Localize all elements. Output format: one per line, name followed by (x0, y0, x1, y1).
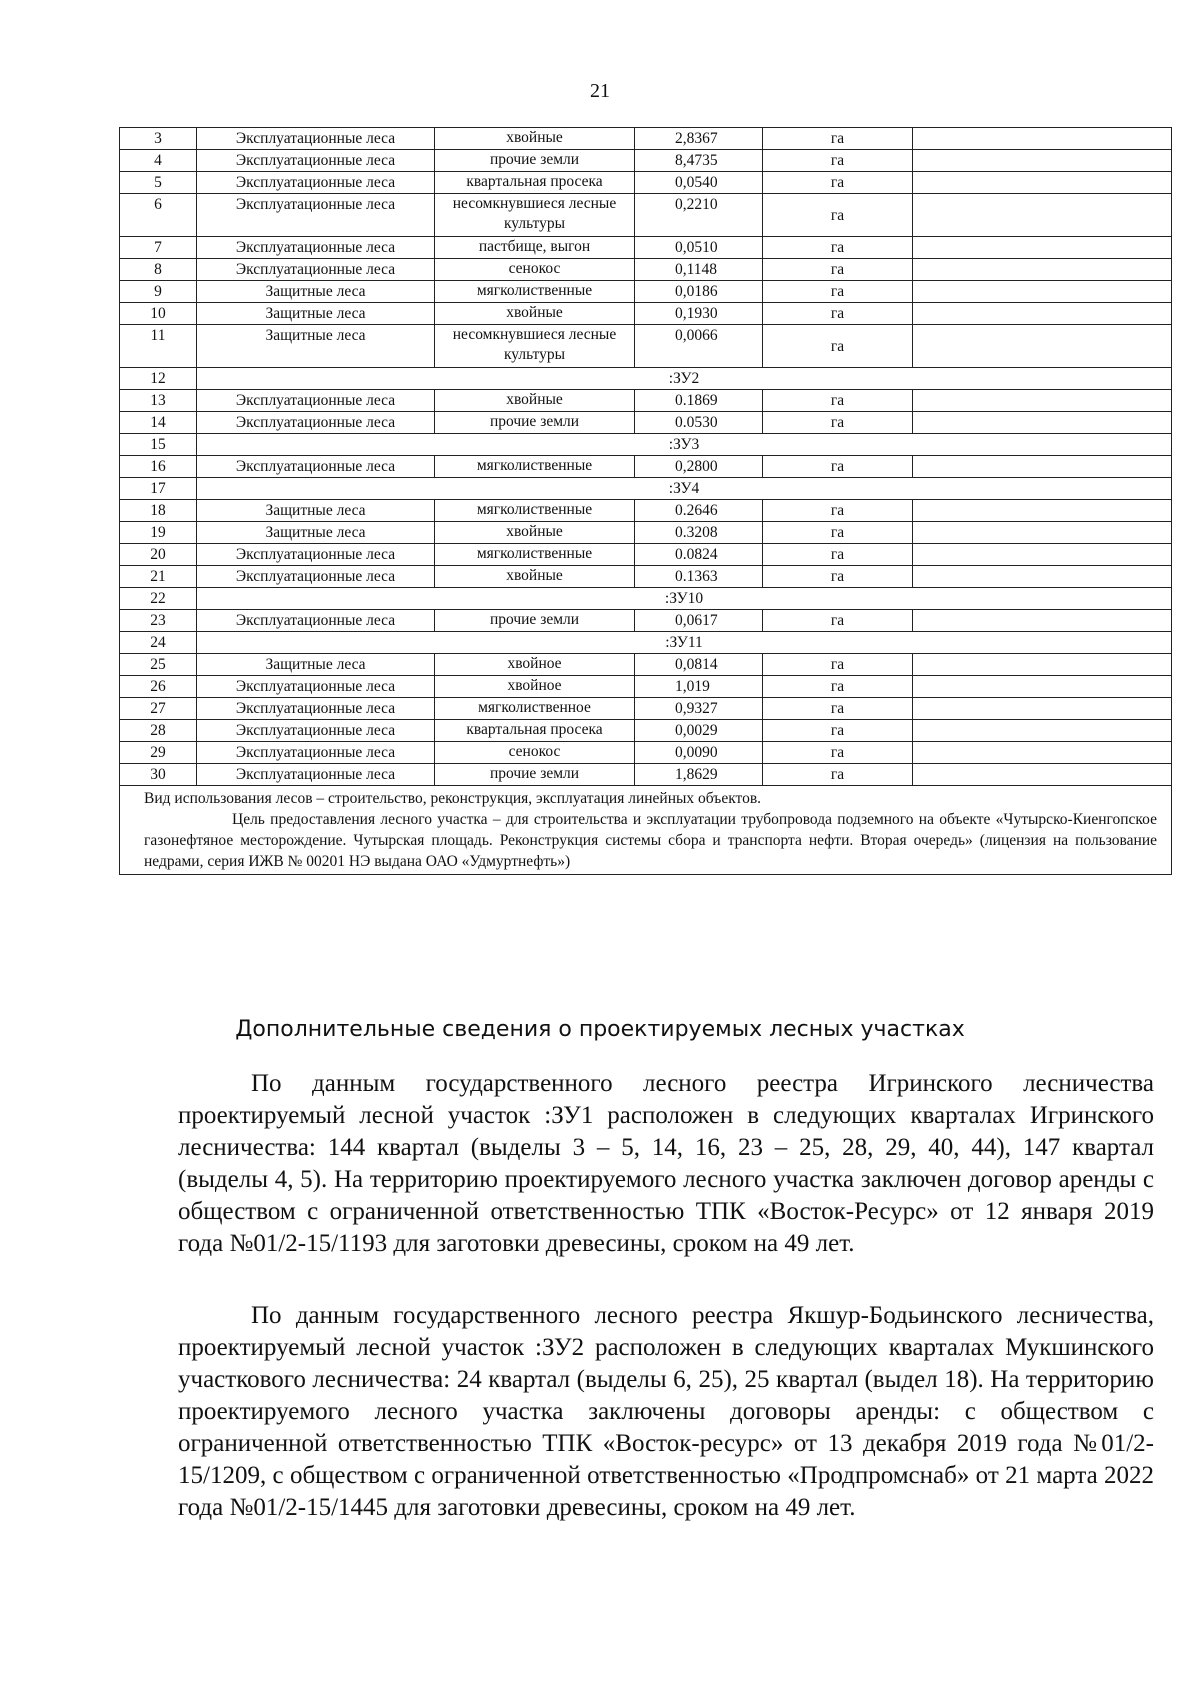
row-number: 16 (120, 456, 197, 478)
area-value: 0,0029 (635, 720, 763, 742)
area-unit: га (763, 150, 913, 172)
area-value: 0,9327 (635, 698, 763, 720)
row-number: 26 (120, 676, 197, 698)
forest-category: Защитные леса (197, 522, 435, 544)
table-row (120, 390, 1172, 412)
table-row (120, 588, 1172, 610)
forest-category: Эксплуатационные леса (197, 610, 435, 632)
table-note (120, 786, 1172, 875)
table-row (120, 654, 1172, 676)
area-unit: га (763, 566, 913, 588)
table-row (120, 698, 1172, 720)
forest-category: Защитные леса (197, 303, 435, 325)
table-row (120, 194, 1172, 237)
row-number: 8 (120, 259, 197, 281)
land-type: прочие земли (435, 412, 635, 434)
table-row (120, 237, 1172, 259)
empty-cell (913, 566, 1172, 588)
land-type: квартальная просека (435, 172, 635, 194)
table-row (120, 368, 1172, 390)
forest-category: Эксплуатационные леса (197, 194, 435, 237)
forest-category: Эксплуатационные леса (197, 172, 435, 194)
page-number: 21 (590, 80, 610, 102)
forest-category: Эксплуатационные леса (197, 412, 435, 434)
row-number: 28 (120, 720, 197, 742)
forest-plot-table (119, 127, 1172, 875)
empty-cell (913, 764, 1172, 786)
area-unit: га (763, 764, 913, 786)
empty-cell (913, 654, 1172, 676)
forest-category: Защитные леса (197, 654, 435, 676)
land-type: хвойные (435, 128, 635, 150)
empty-cell (913, 522, 1172, 544)
note-usage: Вид использования лесов – строительство, реконструкция, эксплуатация линейных объектов. (144, 790, 762, 807)
row-number: 14 (120, 412, 197, 434)
area-unit: га (763, 303, 913, 325)
area-unit: га (763, 456, 913, 478)
forest-category: Эксплуатационные леса (197, 566, 435, 588)
table-row (120, 500, 1172, 522)
area-unit: га (763, 172, 913, 194)
zone-label: :ЗУ3 (197, 434, 1172, 456)
area-unit: га (763, 259, 913, 281)
empty-cell (913, 390, 1172, 412)
row-number: 10 (120, 303, 197, 325)
row-number: 20 (120, 544, 197, 566)
table-row (120, 544, 1172, 566)
land-type: квартальная просека (435, 720, 635, 742)
area-unit: га (763, 654, 913, 676)
empty-cell (913, 281, 1172, 303)
area-unit: га (763, 698, 913, 720)
zone-label: :ЗУ4 (197, 478, 1172, 500)
row-number: 18 (120, 500, 197, 522)
empty-cell (913, 237, 1172, 259)
land-type: мягколиственные (435, 500, 635, 522)
empty-cell (913, 676, 1172, 698)
area-unit: га (763, 500, 913, 522)
area-value: 0,0510 (635, 237, 763, 259)
empty-cell (913, 259, 1172, 281)
table-row (120, 434, 1172, 456)
table-row (120, 456, 1172, 478)
area-unit: га (763, 544, 913, 566)
row-number: 23 (120, 610, 197, 632)
forest-category: Эксплуатационные леса (197, 128, 435, 150)
area-value: 0,0186 (635, 281, 763, 303)
table-row (120, 128, 1172, 150)
empty-cell (913, 303, 1172, 325)
land-type: хвойное (435, 654, 635, 676)
area-unit: га (763, 237, 913, 259)
row-number: 19 (120, 522, 197, 544)
forest-category: Эксплуатационные леса (197, 764, 435, 786)
area-unit: га (763, 720, 913, 742)
area-unit: га (763, 412, 913, 434)
area-unit: га (763, 610, 913, 632)
table-row (120, 325, 1172, 368)
area-value: 1,019 (635, 676, 763, 698)
table-row (120, 522, 1172, 544)
area-unit: га (763, 742, 913, 764)
land-type: мягколиственные (435, 281, 635, 303)
row-number: 25 (120, 654, 197, 676)
row-number: 9 (120, 281, 197, 303)
forest-category: Эксплуатационные леса (197, 720, 435, 742)
row-number: 17 (120, 478, 197, 500)
table-row (120, 566, 1172, 588)
empty-cell (913, 128, 1172, 150)
empty-cell (913, 194, 1172, 237)
land-type: прочие земли (435, 610, 635, 632)
empty-cell (913, 172, 1172, 194)
land-type: сенокос (435, 742, 635, 764)
empty-cell (913, 412, 1172, 434)
land-type: прочие земли (435, 150, 635, 172)
forest-category: Эксплуатационные леса (197, 742, 435, 764)
land-type: мягколиственные (435, 544, 635, 566)
area-unit: га (763, 390, 913, 412)
land-type: несомкнувшиеся лесные культуры (435, 194, 635, 237)
land-type: пастбище, выгон (435, 237, 635, 259)
forest-plot-table-body (120, 128, 1172, 786)
table-row (120, 281, 1172, 303)
area-value: 0,0066 (635, 325, 763, 368)
area-value: 0,2210 (635, 194, 763, 237)
empty-cell (913, 698, 1172, 720)
empty-cell (913, 500, 1172, 522)
zone-label: :ЗУ10 (197, 588, 1172, 610)
area-value: 1,8629 (635, 764, 763, 786)
row-number: 3 (120, 128, 197, 150)
row-number: 22 (120, 588, 197, 610)
forest-category: Эксплуатационные леса (197, 237, 435, 259)
table-row (120, 720, 1172, 742)
row-number: 7 (120, 237, 197, 259)
table-row (120, 412, 1172, 434)
area-unit: га (763, 281, 913, 303)
forest-plot-table-container (119, 127, 1171, 875)
empty-cell (913, 544, 1172, 566)
empty-cell (913, 456, 1172, 478)
forest-category: Эксплуатационные леса (197, 259, 435, 281)
table-row (120, 478, 1172, 500)
area-unit: га (763, 522, 913, 544)
land-type: сенокос (435, 259, 635, 281)
forest-category: Эксплуатационные леса (197, 456, 435, 478)
area-unit: га (763, 325, 913, 368)
area-value: 0,0814 (635, 654, 763, 676)
empty-cell (913, 742, 1172, 764)
land-type: хвойные (435, 303, 635, 325)
land-type: хвойное (435, 676, 635, 698)
zone-label: :ЗУ11 (197, 632, 1172, 654)
area-value: 0,1930 (635, 303, 763, 325)
row-number: 24 (120, 632, 197, 654)
row-number: 21 (120, 566, 197, 588)
row-number: 29 (120, 742, 197, 764)
land-type: хвойные (435, 566, 635, 588)
table-row (120, 764, 1172, 786)
table-row (120, 632, 1172, 654)
row-number: 27 (120, 698, 197, 720)
area-unit: га (763, 194, 913, 237)
land-type: прочие земли (435, 764, 635, 786)
area-value: 2,8367 (635, 128, 763, 150)
forest-category: Эксплуатационные леса (197, 698, 435, 720)
area-value: 0,1148 (635, 259, 763, 281)
area-value: 0.2646 (635, 500, 763, 522)
land-type: мягколиственное (435, 698, 635, 720)
area-value: 0.0824 (635, 544, 763, 566)
forest-category: Защитные леса (197, 325, 435, 368)
empty-cell (913, 150, 1172, 172)
row-number: 5 (120, 172, 197, 194)
area-value: 0,0540 (635, 172, 763, 194)
area-value: 8,4735 (635, 150, 763, 172)
row-number: 12 (120, 368, 197, 390)
area-value: 0,2800 (635, 456, 763, 478)
forest-category: Эксплуатационные леса (197, 390, 435, 412)
land-type: мягколиственные (435, 456, 635, 478)
note-purpose: Цель предоставления лесного участка – для строительства и эксплуатации трубопровода подземного на объекте «Чутырско-Киенгопское газонефтяное месторождение. Чутырская площадь. Реконструкция системы сбора и транспорта нефти. Вторая очередь» (лицензия на пользование недрами, серия ИЖВ № 00201 НЭ выдана ОАО «Удмуртнефть») (144, 811, 1157, 870)
row-number: 15 (120, 434, 197, 456)
area-value: 0.1869 (635, 390, 763, 412)
paragraph-yakshur-bodya: По данным государственного лесного реестра Якшур-Бодьинского лесничества, проектируемый лесной участок :ЗУ2 расположен в следующих кварталах Мукшинского участкового лесничества: 24 квартал (выделы 6, 25), 25 квартал (выдел 18). На территорию проектируемого лесного участка заключены договоры аренды: с обществом с ограниченной ответственностью ТПК «Восток-ресурс» от 13 декабря 2019 года №01/2-15/1209, с обществом с ограниченной ответственностью «Продпромснаб» от 21 марта 2022 года №01/2-15/1445 для заготовки древесины, сроком на 49 лет. (178, 1302, 1154, 1521)
area-unit: га (763, 128, 913, 150)
area-value: 0,0617 (635, 610, 763, 632)
table-row (120, 172, 1172, 194)
table-row (120, 150, 1172, 172)
forest-category: Эксплуатационные леса (197, 150, 435, 172)
row-number: 11 (120, 325, 197, 368)
row-number: 30 (120, 764, 197, 786)
land-type: несомкнувшиеся лесные культуры (435, 325, 635, 368)
forest-category: Защитные леса (197, 281, 435, 303)
empty-cell (913, 325, 1172, 368)
area-value: 0.0530 (635, 412, 763, 434)
table-row (120, 610, 1172, 632)
empty-cell (913, 720, 1172, 742)
paragraph-igrinsky: По данным государственного лесного реестра Игринского лесничества проектируемый лесной участок :ЗУ1 расположен в следующих кварталах Игринского лесничества: 144 квартал (выделы 3 – 5, 14, 16, 23 – 25, 28, 29, 40, 44), 147 квартал (выделы 4, 5). На территорию проектируемого лесного участка заключен договор аренды с обществом с ограниченной ответственностью ТПК «Восток-Ресурс» от 12 января 2019 года №01/2-15/1193 для заготовки древесины, сроком на 49 лет. (178, 1070, 1154, 1257)
zone-label: :ЗУ2 (197, 368, 1172, 390)
row-number: 6 (120, 194, 197, 237)
empty-cell (913, 610, 1172, 632)
row-number: 13 (120, 390, 197, 412)
row-number: 4 (120, 150, 197, 172)
area-unit: га (763, 676, 913, 698)
table-row (120, 303, 1172, 325)
forest-category: Эксплуатационные леса (197, 676, 435, 698)
forest-category: Защитные леса (197, 500, 435, 522)
table-row (120, 259, 1172, 281)
table-row (120, 742, 1172, 764)
table-row (120, 676, 1172, 698)
land-type: хвойные (435, 390, 635, 412)
land-type: хвойные (435, 522, 635, 544)
area-value: 0.3208 (635, 522, 763, 544)
area-value: 0,0090 (635, 742, 763, 764)
area-value: 0.1363 (635, 566, 763, 588)
section-heading: Дополнительные сведения о проектируемых лесных участках (235, 1017, 965, 1042)
forest-category: Эксплуатационные леса (197, 544, 435, 566)
